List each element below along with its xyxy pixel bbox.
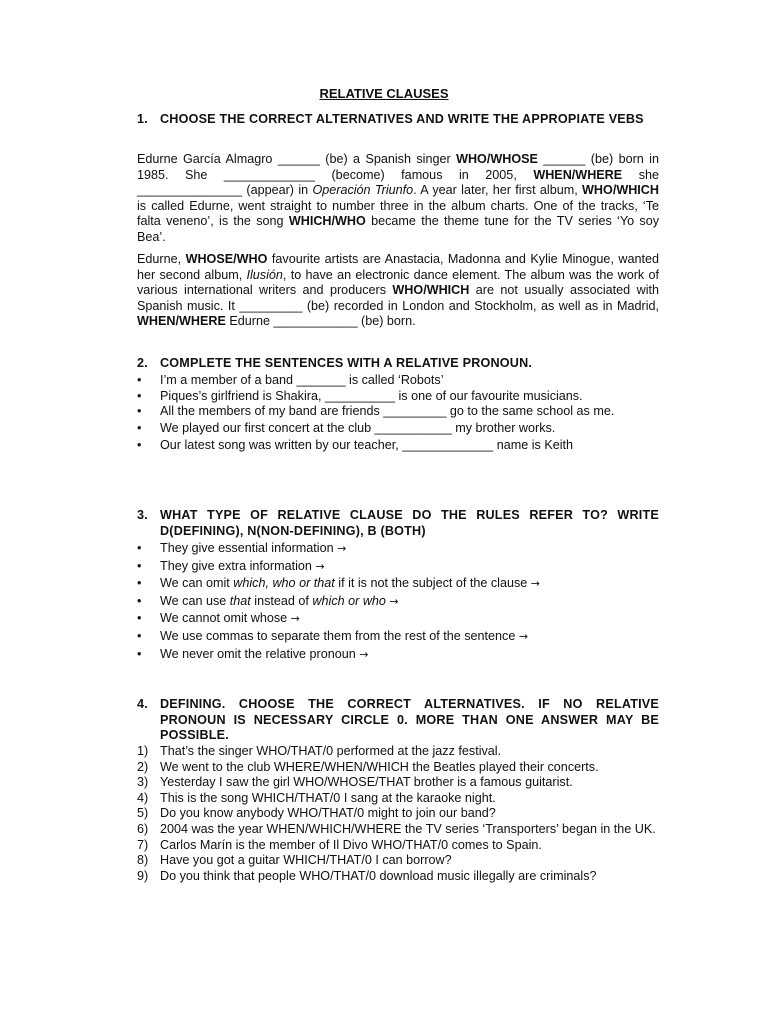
item-text: Do you know anybody WHO/THAT/0 might to join our band? [160,806,496,821]
section-4-list [137,744,659,884]
section-2-number: 2. [137,356,148,370]
item-number: 7) [137,837,149,852]
section-4-heading-text: DEFINING. CHOOSE THE CORRECT ALTERNATIVES. IF NO RELATIVE PRONOUN IS NECESSARY CIRCLE 0. MORE THAN ONE ANSWER MAY BE POSSIBLE. [160,697,659,743]
item-number: 3) [137,775,149,790]
arrow-right-icon: → [337,542,347,555]
section-3-number: 3. [137,508,148,522]
section-3-list [137,541,659,664]
list-item: • They give extra information → [137,558,325,573]
bullet-icon: • [137,646,142,661]
bullet-icon: • [137,388,142,403]
item-number: 8) [137,853,149,868]
item-text: This is the song WHICH/THAT/0 I sang at the karaoke night. [160,790,496,805]
list-item: • We can omit which, who or that if it is not the subject of the clause → [137,576,541,591]
list-item [137,869,659,885]
section-4-heading [137,697,659,744]
section-2-list [137,373,659,454]
list-item [137,791,659,807]
list-item: • We never omit the relative pronoun → [137,646,369,661]
section-3-heading [137,508,659,539]
page-title: RELATIVE CLAUSES [319,86,449,101]
section-2-heading-text: COMPLETE THE SENTENCES WITH A RELATIVE PRONOUN. [160,356,533,370]
list-item: • I’m a member of a band _______ is called ‘Robots’ [137,373,444,387]
list-item: • We can use that instead of which or who → [137,593,399,608]
section-1-paragraph-1: Edurne García Almagro ______ (be) a Spanish singer WHO/WHOSE ______ (be) born in 1985. She _____________ (become) famous in 2005, WHEN/WHERE she _______________ (appear) in Operación Triunfo. A year later, her first album, WHO/WHICH is called Edurne, went straight to number three in the album charts. One of the tracks, ‘Te falta veneno’, is the song WHICH/WHO became the theme tune for the TV series ‘Yo soy Bea’. [137,152,659,244]
bullet-icon: • [137,404,142,419]
arrow-right-icon: → [530,577,541,591]
section-3-heading-text: WHAT TYPE OF RELATIVE CLAUSE DO THE RULES REFER TO? WRITE D(DEFINING), N(NON-DEFINING), B (BOTH) [160,508,659,538]
item-text: We went to the club WHERE/WHEN/WHICH the Beatles played their concerts. [160,759,599,774]
list-item: • Piques’s girlfriend is Shakira, __________ is one of our favourite musicians. [137,388,583,403]
item-number: 5) [137,806,149,821]
item-number: 9) [137,868,149,883]
section-2-heading [137,356,659,372]
list-item [137,744,659,760]
arrow-right-icon: → [290,612,300,626]
arrow-right-icon: → [315,559,325,573]
bullet-icon: • [137,593,142,608]
bullet-icon: • [137,438,142,453]
bullet-icon: • [137,373,142,387]
item-text: 2004 was the year WHEN/WHICH/WHERE the TV series ‘Transporters’ began in the UK. [160,821,656,836]
item-number: 6) [137,821,149,836]
section-1-heading-text: CHOOSE THE CORRECT ALTERNATIVES AND WRITE THE APPROPIATE VEBS [160,112,644,126]
list-item: • All the members of my band are friends _________ go to the same school as me. [137,404,615,419]
item-number: 2) [137,759,149,774]
list-item: • We played our first concert at the club ___________ my brother works. [137,420,556,435]
section-1-heading [137,112,659,128]
item-text: Have you got a guitar WHICH/THAT/0 I can borrow? [160,853,452,868]
list-item [137,806,659,822]
arrow-right-icon: → [359,647,369,661]
bullet-icon: • [137,420,142,435]
item-text: Yesterday I saw the girl WHO/WHOSE/THAT brother is a famous guitarist. [160,775,573,790]
section-1-paragraph-2: Edurne, WHOSE/WHO favourite artists are Anastacia, Madonna and Kylie Minogue, wanted her second album, Ilusión, to have an electronic dance element. The album was the work of various international writers and producers WHO/WHICH are not usually associated with Spanish music. It _________ (be) recorded in London and Stockholm, as well as in Madrid, WHEN/WHERE Edurne ____________ (be) born. [137,252,660,329]
arrow-right-icon: → [389,594,399,608]
item-number: 4) [137,790,149,805]
list-item: • We use commas to separate them from the rest of the sentence → [137,628,529,643]
section-4-number: 4. [137,697,148,711]
list-item: • We cannot omit whose → [137,611,300,626]
item-text: Do you think that people WHO/THAT/0 download music illegally are criminals? [160,868,597,883]
section-1-number: 1. [137,112,148,126]
list-item [137,775,659,791]
list-item [137,853,659,869]
item-text: Carlos Marín is the member of Il Divo WHO/THAT/0 comes to Spain. [160,837,542,852]
item-number: 1) [137,744,149,758]
bullet-icon: • [137,576,142,591]
list-item: • Our latest song was written by our teacher, _____________ name is Keith [137,438,574,453]
bullet-icon: • [137,628,142,643]
bullet-icon: • [137,558,142,573]
bullet-icon: • [137,541,142,555]
item-text: That’s the singer WHO/THAT/0 performed at the jazz festival. [160,744,502,758]
list-item: • They give essential information → [137,541,347,555]
list-item [137,822,659,838]
list-item [137,838,659,854]
arrow-right-icon: → [518,629,529,643]
bullet-icon: • [137,611,142,626]
list-item [137,760,659,776]
